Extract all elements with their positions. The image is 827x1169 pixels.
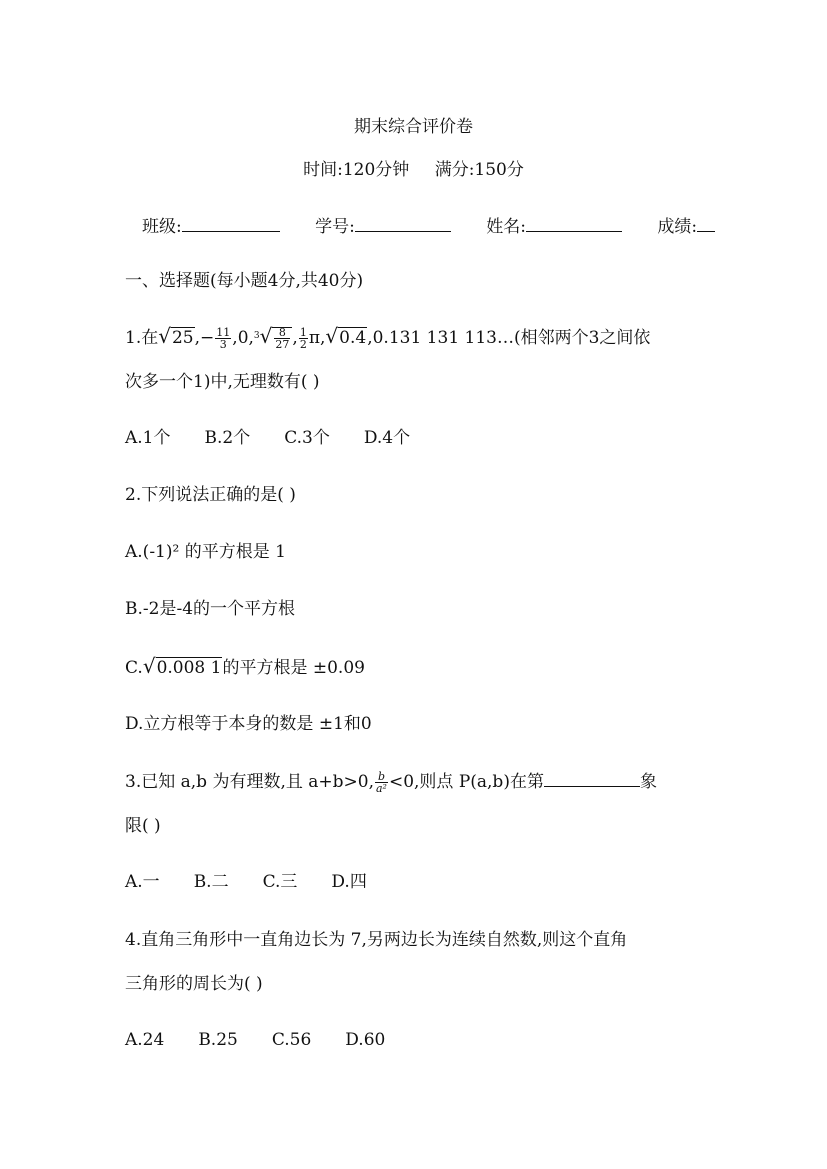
q4-option-a[interactable]: A.24 [125, 1030, 165, 1050]
q3-line1: 3.已知 a,b 为有理数,且 a+b>0, $\frac{b}{\text{a²}}$ <0,则点 P(a,b)在第 象 [125, 770, 657, 795]
sqrt-25: √25 [158, 324, 194, 348]
class-field [142, 217, 285, 237]
q1-option-b[interactable]: B.2个 [204, 428, 251, 448]
q2-option-b[interactable]: B.-2是-4的一个平方根 [125, 599, 296, 619]
q2-option-a[interactable]: A.(-1)² 的平方根是 1 [125, 542, 286, 562]
half-fraction: $\frac{1}{2}$ [299, 326, 307, 351]
q4-line2: 三角形的周长为( ) [125, 974, 263, 994]
grade-field [657, 217, 715, 237]
name-label: 姓名: [486, 217, 527, 237]
q1-prefix: 1.在 [125, 328, 159, 348]
id-blank[interactable] [355, 213, 451, 232]
q3-option-a[interactable]: A.一 [125, 872, 160, 892]
class-blank[interactable] [182, 213, 280, 232]
q1-options [125, 426, 410, 450]
neg-eleven-thirds: $\frac{11}{3}$ [216, 326, 231, 351]
q3-option-b[interactable]: B.二 [193, 872, 229, 892]
sqrt-0-4: √0.4 [325, 324, 367, 348]
q3-line2: 限( ) [125, 816, 161, 836]
q1-line2: 次多一个1)中,无理数有( ) [125, 372, 320, 392]
q3-option-d[interactable]: D.四 [331, 872, 367, 892]
q2-option-c[interactable]: C.√0.008 1的平方根是 ±0.09 [125, 654, 365, 678]
name-field [486, 217, 627, 237]
q3-option-c[interactable]: C.三 [262, 872, 298, 892]
class-label: 班级: [142, 217, 182, 237]
full-score: 满分:150分 [434, 160, 524, 180]
q2-stem: 2.下列说法正确的是( ) [125, 485, 296, 505]
q4-line1: 4.直角三角形中一直角边长为 7,另两边长为连续自然数,则这个直角 [125, 930, 628, 950]
q1-option-c[interactable]: C.3个 [284, 428, 330, 448]
cbrt-8-27: √ $\frac{8}{27}$ [260, 324, 293, 350]
q3-answer-blank[interactable] [544, 768, 640, 787]
id-label: 学号: [315, 217, 355, 237]
section-heading: 一、选择题(每小题4分,共40分) [125, 271, 364, 291]
q1-option-a[interactable]: A.1个 [125, 428, 171, 448]
id-field [315, 217, 456, 237]
sqrt-0-0081: √0.008 1 [142, 654, 222, 678]
grade-label: 成绩: [657, 217, 698, 237]
q1-tail: 0.131 131 113…(相邻两个3之间依 [372, 328, 651, 348]
q4-option-c[interactable]: C.56 [271, 1030, 312, 1050]
name-blank[interactable] [526, 213, 622, 232]
page-title: 期末综合评价卷 [354, 117, 473, 137]
q4-options [125, 1028, 385, 1052]
q2-option-d[interactable]: D.立方根等于本身的数是 ±1和0 [125, 714, 372, 734]
q3-options [125, 870, 367, 894]
exam-meta [0, 155, 827, 180]
q1-line1: 1.在√25,− $\frac{11}{3}$ ,0,$^3$√ $\frac{8}{27}$ , $\frac{1}{2}$ π,√0.4,0.131 131 113…(相邻两个3之间依 [125, 324, 651, 351]
q1-option-d[interactable]: D.4个 [363, 428, 411, 448]
q4-option-d[interactable]: D.60 [345, 1030, 386, 1050]
grade-blank[interactable] [697, 213, 715, 232]
q4-option-b[interactable]: B.25 [198, 1030, 238, 1050]
student-info [142, 212, 715, 237]
b-over-a-squared: $\frac{b}{\text{a²}}$ [375, 770, 387, 795]
time-limit: 时间:120分钟 [303, 160, 410, 180]
